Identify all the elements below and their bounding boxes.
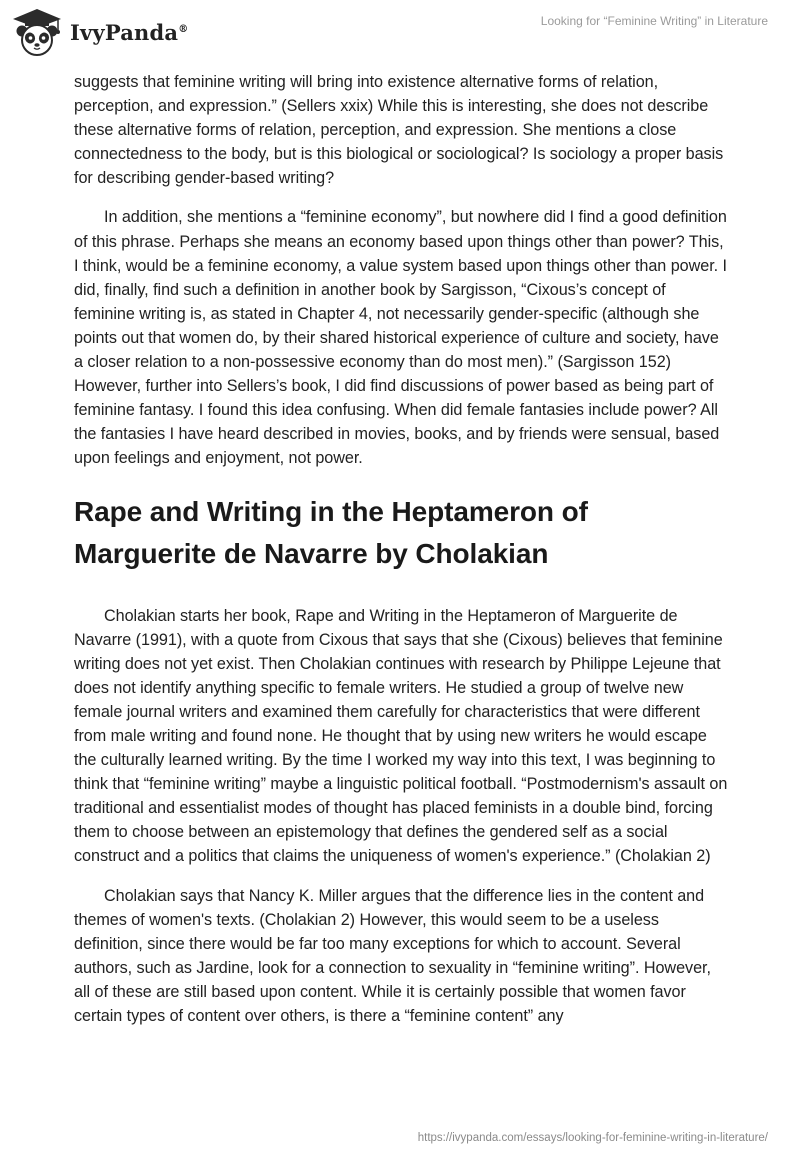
paragraph: In addition, she mentions a “feminine economy”, but nowhere did I find a good definition of this phrase. Perhaps she means an economy based upon things other than power? This, I think, would be a feminine economy, a value system based upon things other than power. I did, finally, find such a definition in another book by Sargisson, “Cixous’s concept of feminine writing is, as stated in Chapter 4, not necessarily gender-specific (although she points out that women do, by their shared historical experience of culture and society, have a closer relation to a non-possessive economy than do most men).” (Sargisson 152) However, further into Sellers’s book, I did find discussions of power based as being part of feminine fantasy. I found this idea confusing. When did female fantasies include power? All the fantasies I have heard described in movies, books, and by friends were sensual, based upon feelings and enjoyment, not power. (74, 208, 727, 468)
paragraph: Cholakian starts her book, Rape and Writing in the Heptameron of Marguerite de Navarre (1991), with a quote from Cixous that says that she (Cixous) believes that feminine writing does not yet exist. Then Cholakian continues with research by Philippe Lejeune that does not identify anything specific to female writers. He studied a group of twelve new female journal writers and examined them carefully for characteristics that were different from male writing and found none. He thought that by using new writers he would escape the culturally learned writing. By the time I worked my way into this text, I was beginning to think that “feminine writing” maybe a linguistic political football. “Postmodernism's assault on traditional and essentialist modes of thought has placed feminists in a double bind, forcing them to choose between an epistemology that defines the gendered self as a social construct and a politics that claims the uniqueness of women's experience.” (Cholakian 2) (74, 606, 728, 866)
paragraph: Cholakian says that Nancy K. Miller argues that the difference lies in the content and themes of women's texts. (Cholakian 2) However, this would seem to be a useless definition, since there would be far too many exceptions for which to account. Several authors, such as Jardine, look for a connection to sexuality in “feminine writing”. However, all of these are still based upon content. While it is certainly possible that women favor certain types of content over others, is there a “feminine content” any (74, 886, 711, 1025)
page-title: Looking for “Feminine Writing” in Literature (540, 14, 768, 28)
paragraph: suggests that feminine writing will bring into existence alternative forms of relation, perception, and expression.” (Sellers xxix) While this is interesting, she does not describe these alternative forms of relation, perception, and expression. She mentions a close connectedness to the body, but is this biological or sociological? Is sociology a proper basis for describing gender-based writing? (74, 73, 724, 188)
essay-content (74, 70, 728, 1043)
ivypanda-logo[interactable] (10, 6, 188, 58)
brand-name-text: IvyPanda (70, 19, 179, 45)
panda-graduate-icon (10, 7, 64, 57)
page-header (0, 0, 800, 70)
section-heading: Rape and Writing in the Heptameron of Marguerite de Navarre by Cholakian (74, 495, 588, 569)
brand-name (70, 20, 188, 45)
registered-mark: ® (178, 23, 189, 35)
source-url[interactable]: https://ivypanda.com/essays/looking-for-feminine-writing-in-literature/ (417, 1132, 768, 1144)
